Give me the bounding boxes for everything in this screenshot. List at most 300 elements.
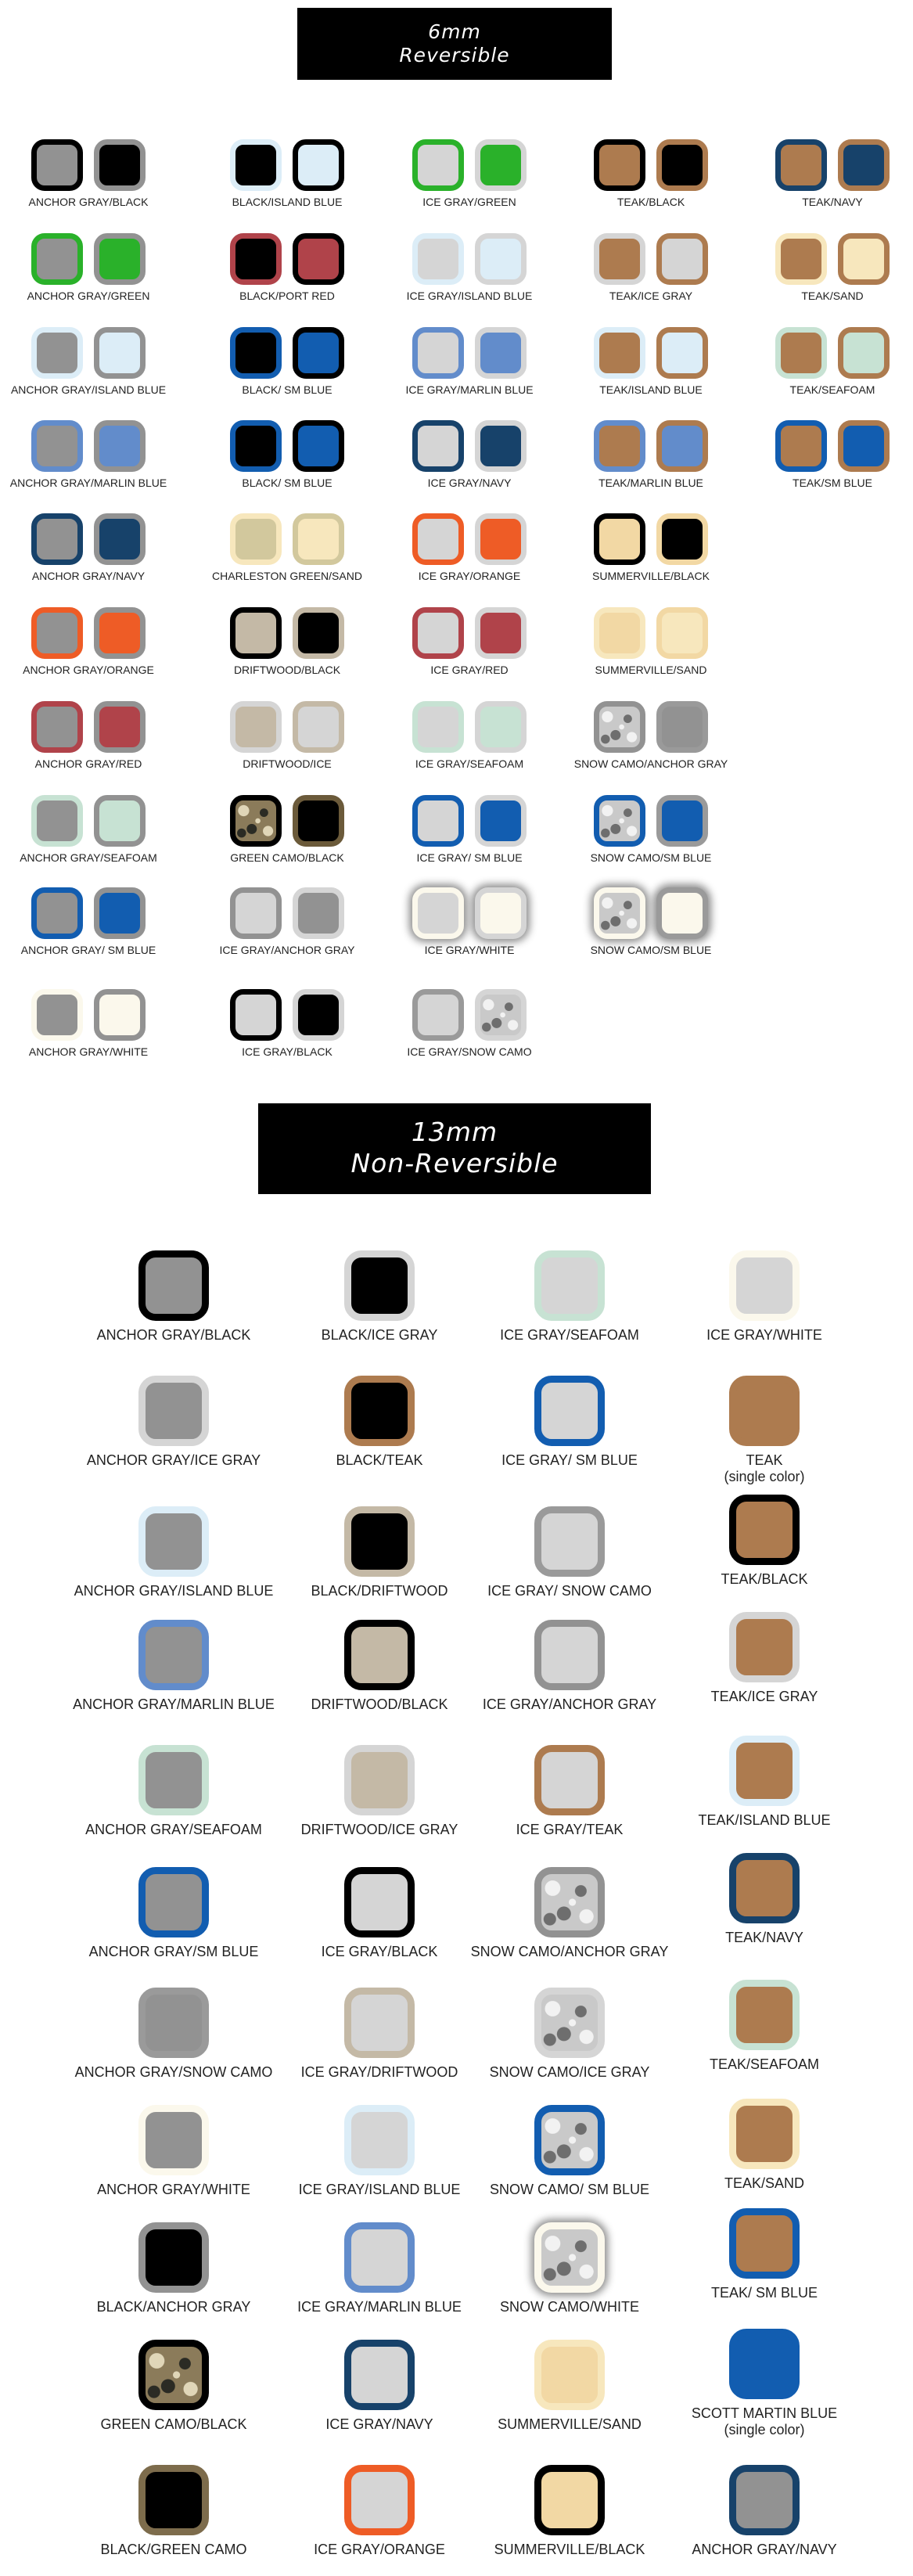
swatch-label: CHARLESTON GREEN/SAND — [212, 570, 362, 582]
swatch-side-a — [775, 139, 827, 191]
swatch-label — [68, 1696, 279, 1713]
swatch-option-6mm[interactable] — [0, 233, 178, 302]
swatch-label: ICE GRAY/GREEN — [422, 196, 516, 208]
swatch-label — [464, 1452, 675, 1469]
banner-13mm-type: Non-Reversible — [350, 1148, 559, 1178]
swatch-label — [68, 2299, 279, 2315]
swatch-side-a — [31, 420, 83, 472]
swatch-option-6mm[interactable] — [197, 701, 377, 770]
swatch-option-6mm[interactable] — [0, 887, 178, 956]
swatch-tile — [138, 1988, 209, 2058]
swatch-tile — [138, 1250, 209, 1321]
swatch-side-b — [293, 989, 344, 1041]
swatch-option-6mm[interactable] — [379, 420, 559, 489]
swatch-label-text: TEAK/ICE GRAY — [710, 1689, 818, 1704]
swatch-label-text: ICE GRAY/BLACK — [321, 1944, 438, 1959]
swatch-tile — [729, 2208, 800, 2279]
swatch-side-b — [838, 327, 890, 379]
swatch-tile — [534, 1745, 605, 1815]
swatch-option-13mm[interactable] — [68, 1867, 279, 1960]
swatch-tile — [138, 2465, 209, 2535]
swatch-option-13mm[interactable] — [274, 2222, 485, 2315]
swatch-label: BLACK/PORT RED — [239, 290, 335, 302]
swatch-option-13mm[interactable] — [274, 2465, 485, 2558]
swatch-option-6mm[interactable] — [197, 989, 377, 1058]
swatch-option-13mm[interactable] — [659, 1980, 870, 2073]
swatch-option-13mm[interactable] — [274, 1376, 485, 1469]
swatch-label: ANCHOR GRAY/ SM BLUE — [20, 944, 156, 956]
swatch-label: BLACK/ SM BLUE — [242, 383, 332, 396]
swatch-label: ICE GRAY/WHITE — [424, 944, 515, 956]
swatch-label-text: ICE GRAY/ORANGE — [314, 2542, 445, 2557]
swatch-label-text: ANCHOR GRAY/ICE GRAY — [86, 1452, 261, 1468]
swatch-label: SNOW CAMO/SM BLUE — [590, 851, 712, 864]
swatch-option-6mm[interactable] — [742, 327, 913, 396]
swatch-option-6mm[interactable] — [561, 327, 741, 396]
swatch-label — [659, 1327, 870, 1344]
swatch-label — [274, 2542, 485, 2558]
swatch-label-text: ANCHOR GRAY/WHITE — [97, 2182, 250, 2197]
swatch-option-13mm[interactable] — [274, 1988, 485, 2081]
swatch-label: ICE GRAY/ANCHOR GRAY — [219, 944, 355, 956]
swatch-side-b — [475, 513, 527, 565]
swatch-label: ANCHOR GRAY/ISLAND BLUE — [10, 383, 167, 396]
swatch-label — [659, 1571, 870, 1588]
swatch-tile — [534, 2222, 605, 2293]
swatch-option-6mm[interactable] — [742, 420, 913, 489]
swatch-side-b — [94, 327, 146, 379]
swatch-label: BLACK/ SM BLUE — [242, 477, 332, 489]
swatch-label — [68, 2182, 279, 2198]
swatch-option-6mm[interactable] — [197, 139, 377, 208]
swatch-option-6mm[interactable] — [197, 420, 377, 489]
swatch-label — [659, 2056, 870, 2073]
swatch-label-note: (single color) — [724, 1469, 805, 1484]
swatch-tile — [729, 1495, 800, 1565]
swatch-tile — [344, 1250, 415, 1321]
swatch-side-a — [230, 513, 282, 565]
swatch-option-6mm[interactable] — [561, 513, 741, 582]
swatch-option-6mm[interactable] — [561, 233, 741, 302]
swatch-label-text: TEAK — [746, 1452, 783, 1468]
swatch-label: SNOW CAMO/SM BLUE — [590, 944, 712, 956]
swatch-side-a — [594, 795, 645, 847]
swatch-label: ANCHOR GRAY/WHITE — [28, 1045, 149, 1058]
banner-13mm-thickness: 13mm — [411, 1117, 498, 1147]
swatch-side-b — [475, 989, 527, 1041]
swatch-tile — [534, 2105, 605, 2175]
swatch-side-b — [475, 139, 527, 191]
swatch-side-a — [230, 887, 282, 939]
swatch-option-6mm[interactable] — [0, 607, 178, 676]
swatch-label — [659, 2285, 870, 2301]
swatch-side-b — [838, 420, 890, 472]
swatch-tile — [138, 1620, 209, 1690]
swatch-label-text: TEAK/NAVY — [725, 1930, 803, 1945]
swatch-option-6mm[interactable] — [0, 513, 178, 582]
swatch-option-13mm[interactable] — [274, 1620, 485, 1713]
swatch-option-6mm[interactable] — [0, 139, 178, 208]
swatch-option-13mm[interactable] — [464, 2465, 675, 2558]
swatch-side-b — [293, 139, 344, 191]
swatch-tile — [344, 2465, 415, 2535]
swatch-side-b — [475, 420, 527, 472]
swatch-option-13mm[interactable] — [464, 2340, 675, 2433]
swatch-tile — [729, 1980, 800, 2050]
swatch-label — [659, 1812, 870, 1829]
swatch-tile — [729, 2329, 800, 2399]
swatch-option-6mm[interactable] — [197, 795, 377, 864]
banner-6mm-thickness: 6mm — [428, 20, 481, 43]
swatch-side-a — [594, 327, 645, 379]
swatch-side-b — [475, 795, 527, 847]
swatch-side-b — [475, 701, 527, 753]
swatch-label: ICE GRAY/ SM BLUE — [416, 851, 523, 864]
swatch-label: DRIFTWOOD/ICE — [243, 757, 332, 770]
swatch-option-6mm[interactable] — [379, 887, 559, 956]
swatch-label-text: ANCHOR GRAY/MARLIN BLUE — [73, 1696, 275, 1712]
swatch-side-b — [656, 513, 708, 565]
swatch-label-text: ICE GRAY/MARLIN BLUE — [297, 2299, 462, 2315]
swatch-label: SUMMERVILLE/BLACK — [592, 570, 710, 582]
swatch-option-13mm[interactable] — [659, 2099, 870, 2192]
swatch-option-13mm[interactable] — [659, 1736, 870, 1829]
swatch-label — [274, 2416, 485, 2433]
swatch-tile — [138, 2340, 209, 2410]
swatch-label — [68, 2416, 279, 2433]
swatch-label — [659, 1452, 870, 1485]
swatch-tile — [138, 1376, 209, 1446]
swatch-option-6mm[interactable] — [742, 139, 913, 208]
swatch-side-b — [656, 887, 708, 939]
swatch-label-text: GREEN CAMO/BLACK — [100, 2416, 247, 2432]
swatch-label: ANCHOR GRAY/RED — [34, 757, 142, 770]
swatch-label — [464, 1944, 675, 1960]
swatch-side-b — [94, 420, 146, 472]
swatch-label-text: ICE GRAY/TEAK — [516, 1822, 624, 1837]
swatch-option-13mm[interactable] — [68, 1620, 279, 1713]
swatch-side-a — [412, 989, 464, 1041]
swatch-side-b — [656, 795, 708, 847]
swatch-option-6mm[interactable] — [0, 420, 178, 489]
swatch-side-a — [412, 327, 464, 379]
swatch-side-b — [94, 139, 146, 191]
swatch-label-text: ICE GRAY/ SM BLUE — [501, 1452, 638, 1468]
swatch-side-b — [293, 233, 344, 285]
swatch-label — [274, 1944, 485, 1960]
swatch-label: ICE GRAY/NAVY — [427, 477, 512, 489]
swatch-label — [659, 2175, 870, 2192]
swatch-label — [68, 1327, 279, 1344]
swatch-label: TEAK/SAND — [801, 290, 864, 302]
swatch-label — [464, 2299, 675, 2315]
banner-6mm-type: Reversible — [399, 44, 510, 67]
swatch-label — [274, 1696, 485, 1713]
swatch-tile — [534, 1988, 605, 2058]
swatch-side-a — [594, 513, 645, 565]
swatch-label-text: DRIFTWOOD/ICE GRAY — [300, 1822, 458, 1837]
swatch-option-13mm[interactable] — [464, 1867, 675, 1960]
swatch-label — [464, 1327, 675, 1344]
swatch-option-13mm[interactable] — [464, 1506, 675, 1599]
swatch-label-text: ICE GRAY/ISLAND BLUE — [298, 2182, 461, 2197]
swatch-side-b — [293, 513, 344, 565]
swatch-side-a — [230, 327, 282, 379]
swatch-option-6mm[interactable] — [561, 420, 741, 489]
swatch-label: TEAK/ISLAND BLUE — [599, 383, 703, 396]
swatch-option-13mm[interactable] — [274, 1867, 485, 1960]
swatch-option-13mm[interactable] — [68, 1745, 279, 1838]
swatch-option-6mm[interactable] — [379, 513, 559, 582]
swatch-option-13mm[interactable] — [274, 2105, 485, 2198]
swatch-label-note: (single color) — [724, 2422, 805, 2437]
swatch-side-b — [94, 233, 146, 285]
swatch-option-13mm[interactable] — [68, 1250, 279, 1344]
swatch-label-text: SNOW CAMO/WHITE — [500, 2299, 639, 2315]
swatch-side-a — [31, 887, 83, 939]
swatch-option-6mm[interactable] — [379, 795, 559, 864]
swatch-label — [274, 1822, 485, 1838]
swatch-label — [68, 1452, 279, 1469]
swatch-side-b — [293, 887, 344, 939]
swatch-label — [659, 1689, 870, 1705]
swatch-side-b — [293, 701, 344, 753]
swatch-side-b — [656, 420, 708, 472]
swatch-option-13mm[interactable] — [659, 1250, 870, 1344]
swatch-tile — [729, 1376, 800, 1446]
swatch-option-6mm[interactable] — [379, 233, 559, 302]
swatch-option-13mm[interactable] — [659, 2329, 870, 2438]
swatch-tile — [344, 1620, 415, 1690]
swatch-option-13mm[interactable] — [464, 2105, 675, 2198]
swatch-side-b — [656, 327, 708, 379]
swatch-label-text: SCOTT MARTIN BLUE — [691, 2405, 838, 2421]
swatch-label-text: TEAK/ISLAND BLUE — [698, 1812, 831, 1828]
swatch-option-6mm[interactable] — [561, 795, 741, 864]
swatch-option-6mm[interactable] — [197, 513, 377, 582]
swatch-label-text: DRIFTWOOD/BLACK — [311, 1696, 448, 1712]
swatch-side-a — [412, 233, 464, 285]
swatch-side-a — [230, 701, 282, 753]
swatch-label: GREEN CAMO/BLACK — [230, 851, 344, 864]
swatch-option-13mm[interactable] — [464, 1988, 675, 2081]
swatch-label — [274, 1327, 485, 1344]
swatch-option-6mm[interactable] — [0, 989, 178, 1058]
swatch-label — [464, 2064, 675, 2081]
swatch-label-text: BLACK/ICE GRAY — [321, 1327, 438, 1343]
swatch-option-6mm[interactable] — [379, 327, 559, 396]
swatch-label-text: ICE GRAY/ANCHOR GRAY — [482, 1696, 657, 1712]
swatch-option-13mm[interactable] — [659, 1612, 870, 1705]
swatch-label — [659, 2542, 870, 2558]
swatch-side-a — [412, 420, 464, 472]
swatch-label — [464, 2542, 675, 2558]
swatch-option-6mm[interactable] — [379, 139, 559, 208]
swatch-label — [274, 2182, 485, 2198]
swatch-side-a — [31, 233, 83, 285]
swatch-label — [274, 1452, 485, 1469]
swatch-option-13mm[interactable] — [68, 2105, 279, 2198]
swatch-side-a — [594, 233, 645, 285]
swatch-side-b — [293, 327, 344, 379]
swatch-tile — [138, 1506, 209, 1577]
swatch-option-13mm[interactable] — [274, 1506, 485, 1599]
swatch-option-13mm[interactable] — [274, 1745, 485, 1838]
swatch-tile — [344, 1506, 415, 1577]
swatch-option-6mm[interactable] — [742, 233, 913, 302]
swatch-label — [68, 1944, 279, 1960]
swatch-option-13mm[interactable] — [659, 2465, 870, 2558]
swatch-option-6mm[interactable] — [0, 327, 178, 396]
swatch-option-13mm[interactable] — [464, 1250, 675, 1344]
banner-6mm — [297, 8, 612, 80]
swatch-tile — [534, 1620, 605, 1690]
swatch-label: ICE GRAY/ORANGE — [418, 570, 521, 582]
swatch-label: TEAK/NAVY — [802, 196, 863, 208]
swatch-label — [68, 2064, 279, 2081]
swatch-label-text: ANCHOR GRAY/SM BLUE — [88, 1944, 259, 1959]
swatch-option-13mm[interactable] — [68, 2222, 279, 2315]
swatch-side-a — [775, 327, 827, 379]
swatch-side-b — [293, 795, 344, 847]
swatch-side-b — [94, 989, 146, 1041]
swatch-label-text: ANCHOR GRAY/NAVY — [692, 2542, 837, 2557]
swatch-tile — [138, 2105, 209, 2175]
swatch-option-6mm[interactable] — [197, 233, 377, 302]
swatch-label-text: BLACK/GREEN CAMO — [100, 2542, 247, 2557]
swatch-label-text: ANCHOR GRAY/ISLAND BLUE — [74, 1583, 274, 1599]
swatch-tile — [344, 2340, 415, 2410]
swatch-label — [464, 2182, 675, 2198]
swatch-option-13mm[interactable] — [464, 1745, 675, 1838]
swatch-side-a — [412, 887, 464, 939]
swatch-label: ICE GRAY/BLACK — [242, 1045, 332, 1058]
swatch-option-13mm[interactable] — [68, 2465, 279, 2558]
swatch-tile — [729, 1250, 800, 1321]
swatch-option-13mm[interactable] — [659, 1495, 870, 1588]
swatch-option-13mm[interactable] — [68, 1376, 279, 1469]
swatch-option-6mm[interactable] — [561, 701, 741, 770]
swatch-label: ANCHOR GRAY/BLACK — [28, 196, 149, 208]
swatch-label-text: ANCHOR GRAY/SEAFOAM — [85, 1822, 262, 1837]
swatch-side-b — [656, 233, 708, 285]
swatch-option-6mm[interactable] — [561, 607, 741, 676]
swatch-option-13mm[interactable] — [659, 1376, 870, 1485]
swatch-option-6mm[interactable] — [197, 887, 377, 956]
swatch-side-b — [293, 420, 344, 472]
swatch-tile — [534, 1250, 605, 1321]
swatch-tile — [534, 1506, 605, 1577]
swatch-side-b — [94, 795, 146, 847]
swatch-side-a — [31, 139, 83, 191]
swatch-side-b — [838, 139, 890, 191]
swatch-label: ICE GRAY/MARLIN BLUE — [405, 383, 534, 396]
swatch-option-13mm[interactable] — [659, 1853, 870, 1946]
swatch-side-b — [94, 607, 146, 659]
swatch-tile — [729, 2465, 800, 2535]
swatch-label: TEAK/SM BLUE — [793, 477, 872, 489]
swatch-option-6mm[interactable] — [197, 607, 377, 676]
swatch-option-6mm[interactable] — [379, 989, 559, 1058]
swatch-label: ANCHOR GRAY/SEAFOAM — [20, 851, 157, 864]
swatch-side-b — [475, 607, 527, 659]
swatch-option-6mm[interactable] — [561, 139, 741, 208]
swatch-option-6mm[interactable] — [561, 887, 741, 956]
swatch-label-text: ICE GRAY/WHITE — [706, 1327, 822, 1343]
swatch-side-a — [230, 420, 282, 472]
swatch-side-b — [293, 607, 344, 659]
swatch-option-13mm[interactable] — [274, 1250, 485, 1344]
swatch-option-13mm[interactable] — [659, 2208, 870, 2301]
swatch-label: ICE GRAY/RED — [430, 664, 509, 676]
swatch-side-b — [94, 701, 146, 753]
swatch-option-13mm[interactable] — [464, 2222, 675, 2315]
swatch-label: ICE GRAY/ISLAND BLUE — [406, 290, 533, 302]
swatch-tile — [138, 2222, 209, 2293]
swatch-label: TEAK/MARLIN BLUE — [598, 477, 703, 489]
swatch-label: TEAK/ICE GRAY — [609, 290, 693, 302]
swatch-option-6mm[interactable] — [0, 701, 178, 770]
swatch-side-a — [230, 989, 282, 1041]
swatch-side-a — [31, 513, 83, 565]
swatch-option-13mm[interactable] — [464, 1620, 675, 1713]
swatch-tile — [534, 2340, 605, 2410]
swatch-label: ICE GRAY/SNOW CAMO — [407, 1045, 532, 1058]
swatch-label-text: BLACK/ANCHOR GRAY — [96, 2299, 251, 2315]
swatch-label — [659, 1930, 870, 1946]
swatch-side-a — [594, 887, 645, 939]
swatch-side-a — [594, 607, 645, 659]
swatch-option-13mm[interactable] — [68, 1988, 279, 2081]
swatch-side-a — [31, 795, 83, 847]
swatch-label-text: ICE GRAY/ SNOW CAMO — [487, 1583, 652, 1599]
swatch-tile — [344, 2222, 415, 2293]
swatch-label: ICE GRAY/SEAFOAM — [415, 757, 524, 770]
swatch-label-text: BLACK/DRIFTWOOD — [311, 1583, 448, 1599]
swatch-label-text: SNOW CAMO/ANCHOR GRAY — [470, 1944, 669, 1959]
swatch-side-a — [412, 513, 464, 565]
swatch-label-text: SUMMERVILLE/BLACK — [494, 2542, 645, 2557]
swatch-side-a — [412, 795, 464, 847]
swatch-side-a — [594, 420, 645, 472]
swatch-label-text: TEAK/ SM BLUE — [710, 2285, 818, 2301]
swatch-side-a — [775, 233, 827, 285]
swatch-option-6mm[interactable] — [379, 701, 559, 770]
swatch-side-b — [94, 513, 146, 565]
swatch-label-text: SNOW CAMO/ SM BLUE — [489, 2182, 650, 2197]
swatch-side-a — [31, 701, 83, 753]
swatch-label-text: TEAK/SEAFOAM — [709, 2056, 820, 2072]
swatch-tile — [729, 2099, 800, 2169]
swatch-side-a — [31, 607, 83, 659]
swatch-tile — [138, 1745, 209, 1815]
swatch-side-b — [94, 887, 146, 939]
swatch-option-13mm[interactable] — [68, 1506, 279, 1599]
swatch-label — [68, 2542, 279, 2558]
swatch-option-13mm[interactable] — [274, 2340, 485, 2433]
swatch-option-13mm[interactable] — [68, 2340, 279, 2433]
swatch-tile — [344, 1745, 415, 1815]
swatch-option-6mm[interactable] — [197, 327, 377, 396]
swatch-side-a — [594, 701, 645, 753]
swatch-option-6mm[interactable] — [379, 607, 559, 676]
swatch-tile — [534, 1376, 605, 1446]
swatch-option-13mm[interactable] — [464, 1376, 675, 1469]
swatch-label: ANCHOR GRAY/ORANGE — [23, 664, 154, 676]
swatch-option-6mm[interactable] — [0, 795, 178, 864]
swatch-tile — [344, 1988, 415, 2058]
swatch-label — [464, 1583, 675, 1599]
